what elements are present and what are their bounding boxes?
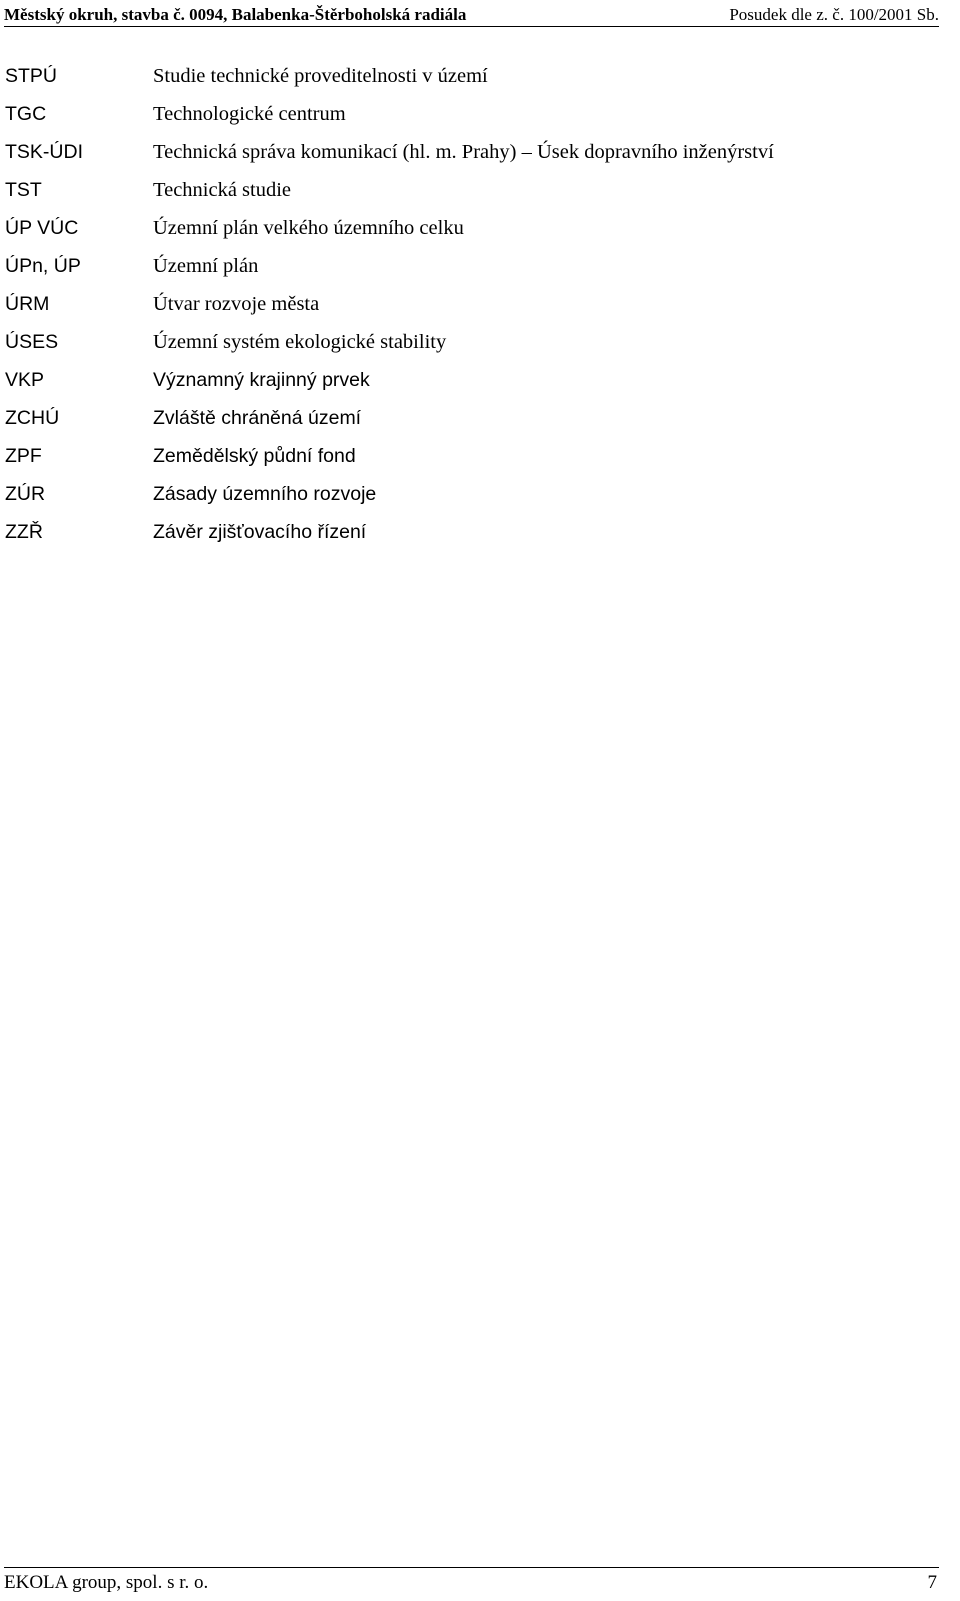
abbreviation-term: TSK-ÚDI bbox=[5, 141, 83, 163]
abbreviation-meaning: Územní plán bbox=[153, 255, 259, 277]
abbreviation-meaning: Významný krajinný prvek bbox=[153, 369, 370, 391]
abbreviation-meaning: Technická správa komunikací (hl. m. Prahy) – Úsek dopravního inženýrství bbox=[153, 141, 774, 163]
abbreviation-row bbox=[5, 57, 915, 95]
abbreviation-term: TST bbox=[5, 179, 42, 201]
page-number: 7 bbox=[927, 1572, 937, 1593]
abbreviation-term: STPÚ bbox=[5, 65, 58, 87]
abbreviation-term: ÚRM bbox=[5, 293, 50, 315]
abbreviation-row bbox=[5, 133, 915, 171]
abbreviation-term: ZCHÚ bbox=[5, 407, 60, 429]
abbreviation-row bbox=[5, 513, 915, 551]
abbreviation-term: ZZŘ bbox=[5, 521, 43, 543]
abbreviation-term: ZÚR bbox=[5, 483, 46, 505]
company-name: EKOLA group, spol. s r. o. bbox=[4, 1572, 209, 1593]
abbreviation-meaning: Zásady územního rozvoje bbox=[153, 483, 377, 505]
abbreviation-row bbox=[5, 171, 915, 209]
abbreviation-term: ZPF bbox=[5, 445, 42, 467]
abbreviation-list bbox=[5, 57, 915, 551]
abbreviation-row bbox=[5, 361, 915, 399]
document-title: Městský okruh, stavba č. 0094, Balabenka-Štěrboholská radiála bbox=[4, 5, 467, 24]
abbreviation-row bbox=[5, 285, 915, 323]
abbreviation-row bbox=[5, 437, 915, 475]
abbreviation-term: ÚPn, ÚP bbox=[5, 255, 81, 277]
abbreviation-meaning: Studie technické proveditelnosti v území bbox=[153, 65, 488, 87]
page-header bbox=[4, 4, 939, 27]
abbreviation-meaning: Závěr zjišťovacího řízení bbox=[153, 521, 367, 543]
abbreviation-meaning: Územní systém ekologické stability bbox=[153, 331, 447, 353]
abbreviation-row bbox=[5, 95, 915, 133]
abbreviation-row bbox=[5, 247, 915, 285]
abbreviation-term: ÚSES bbox=[5, 331, 59, 353]
abbreviation-meaning: Technická studie bbox=[153, 179, 292, 201]
abbreviation-meaning: Technologické centrum bbox=[153, 103, 346, 125]
abbreviation-term: VKP bbox=[5, 369, 45, 391]
abbreviation-term: TGC bbox=[5, 103, 47, 125]
abbreviation-row bbox=[5, 209, 915, 247]
abbreviation-row bbox=[5, 323, 915, 361]
abbreviation-term: ÚP VÚC bbox=[5, 217, 79, 239]
abbreviation-row bbox=[5, 399, 915, 437]
abbreviation-meaning: Útvar rozvoje města bbox=[153, 293, 320, 315]
abbreviation-meaning: Zvláště chráněná území bbox=[153, 407, 362, 429]
abbreviation-row bbox=[5, 475, 915, 513]
abbreviation-meaning: Zemědělský půdní fond bbox=[153, 445, 356, 467]
document-reference: Posudek dle z. č. 100/2001 Sb. bbox=[729, 5, 939, 24]
abbreviation-meaning: Územní plán velkého územního celku bbox=[153, 217, 464, 239]
page-footer bbox=[4, 1567, 939, 1598]
